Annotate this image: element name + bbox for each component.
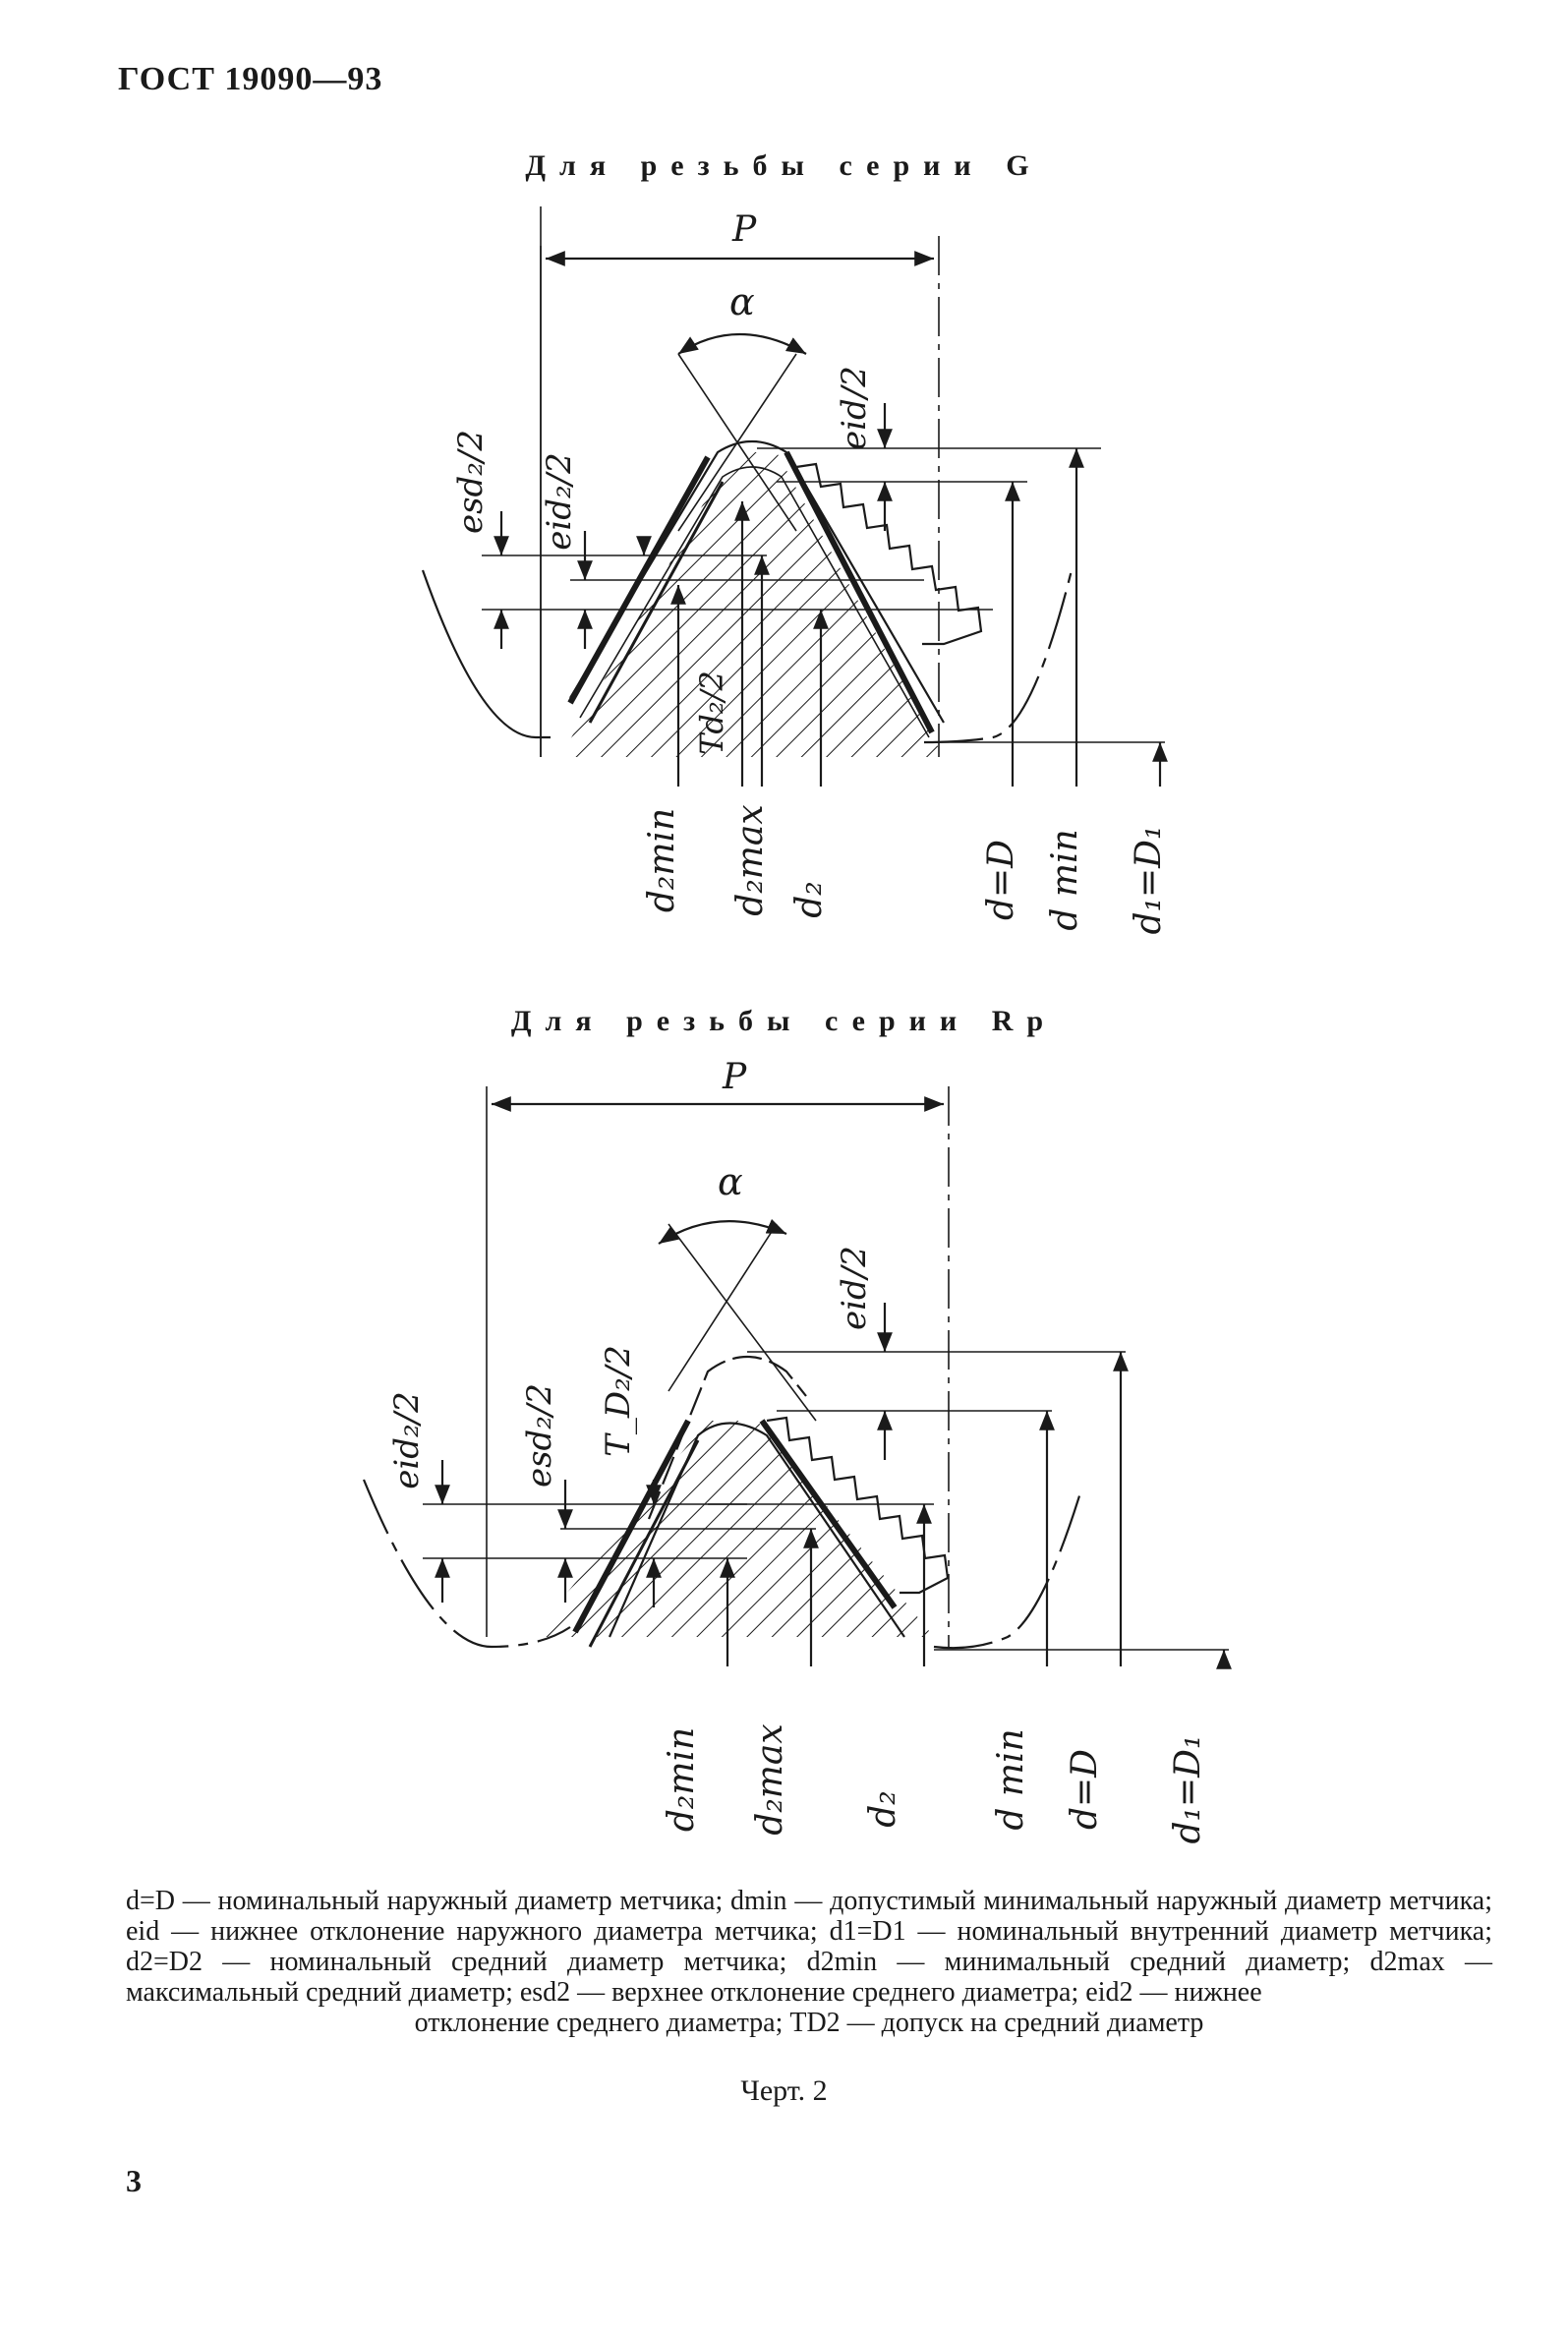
label-td2-half: Td₂/2 <box>693 671 730 755</box>
thread-profile-diagram-g <box>0 206 1568 993</box>
right-root-curve <box>924 570 1072 742</box>
label-eid-half: eid/2 <box>835 1246 874 1330</box>
label-pitch: P <box>723 1057 747 1097</box>
label-td2-half: T_D₂/2 <box>599 1345 638 1457</box>
label-d2min: d₂min <box>662 1726 702 1833</box>
label-d-eq-D: d=D <box>981 839 1021 921</box>
page-number: 3 <box>126 2163 142 2198</box>
alpha-arc <box>659 1221 786 1244</box>
thread-profile-diagram-rp <box>0 1057 1568 1873</box>
document-header: ГОСТ 19090—93 <box>118 61 383 97</box>
left-root-curve <box>423 570 551 737</box>
alpha-arc <box>678 334 806 354</box>
label-d1-eq-D1: d₁=D₁ <box>1168 1734 1208 1844</box>
legend-caption <box>126 1886 1492 2038</box>
label-esd2-half: esd₂/2 <box>451 429 491 535</box>
label-pitch: P <box>732 209 757 250</box>
label-d2min: d₂min <box>642 807 682 913</box>
label-d1-eq-D1: d₁=D₁ <box>1129 825 1169 935</box>
tooth-section <box>560 452 944 757</box>
right-root-curve <box>934 1489 1081 1648</box>
caption-last-line: отклонение среднего диаметра; TD2 — допуск на средний диаметр <box>414 2008 1204 2038</box>
label-dmin: d min <box>1045 829 1085 931</box>
label-alpha: α <box>729 280 755 323</box>
label-eid2-half: eid₂/2 <box>540 452 579 551</box>
label-eid-half: eid/2 <box>835 366 874 450</box>
label-dmin: d min <box>991 1728 1031 1831</box>
label-alpha: α <box>718 1160 743 1203</box>
label-d2: d₂ <box>789 881 830 918</box>
figure-rp-title: Для резьбы серии Rp <box>510 1005 1058 1037</box>
label-d2max: d₂max <box>730 804 771 916</box>
label-d-eq-D: d=D <box>1065 1748 1105 1831</box>
caption-body: d=D — номинальный наружный диаметр метчика; dmin — допустимый минимальный наружный диаметр метчика; eid — нижнее отклонение наружного диаметра метчика; d1=D1 — номинальный внутренний диаметр метчика; d2=D2 — номинальный средний диаметр метчика; d2min — минимальный средний диаметр; d2max — максимальный средний диаметр; esd2 — верхнее отклонение среднего диаметра; eid2 — нижнее <box>126 1886 1492 2008</box>
label-d2: d₂ <box>863 1790 903 1828</box>
label-d2max: d₂max <box>750 1723 790 1836</box>
label-esd2-half: esd₂/2 <box>520 1382 559 1488</box>
figure-g-title: Для резьбы серии G <box>525 149 1043 182</box>
label-eid2-half: eid₂/2 <box>387 1391 427 1489</box>
figure-label: Черт. 2 <box>740 2074 828 2107</box>
